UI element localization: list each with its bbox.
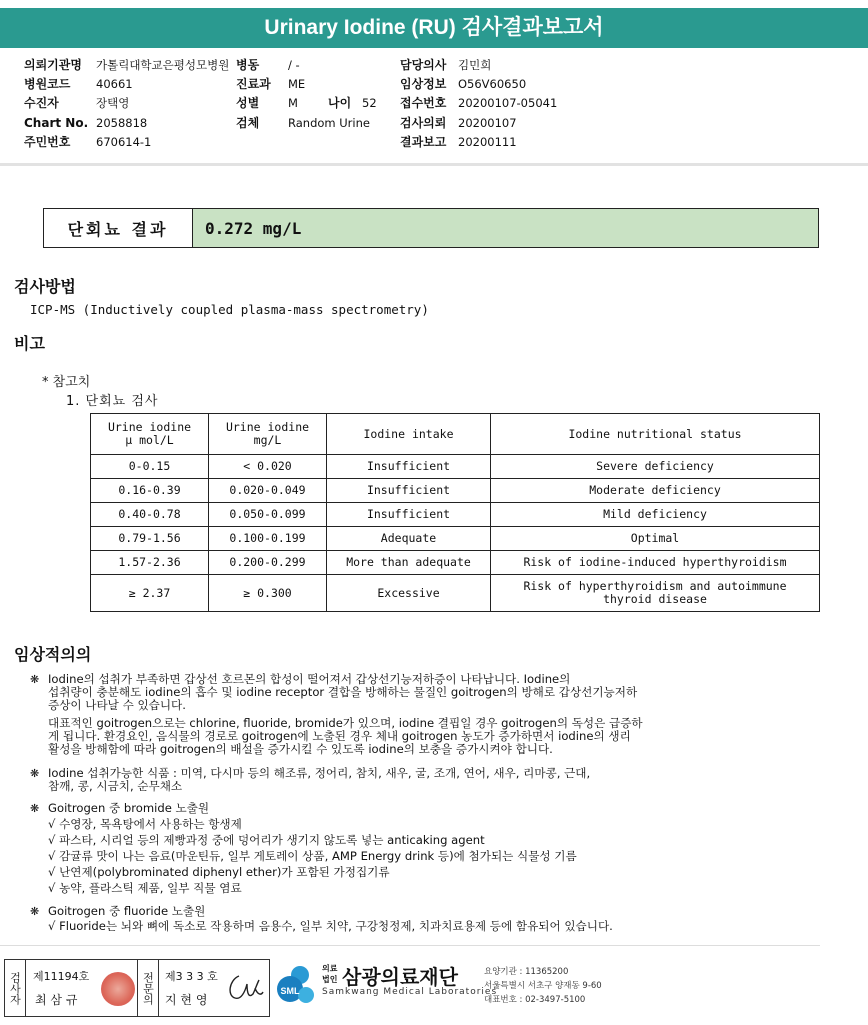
- info-value: 김민희: [458, 58, 492, 72]
- logo-text: SML: [280, 986, 300, 996]
- column-header: Urine iodine mg/L: [209, 414, 327, 455]
- age-value: 52: [362, 96, 377, 110]
- report-title: Urinary Iodine (RU) 검사결과보고서: [0, 8, 868, 48]
- table-cell: Insufficient: [327, 479, 491, 503]
- column-header: Urine iodine μ mol/L: [91, 414, 209, 455]
- tester-label: 검사자: [5, 960, 26, 1016]
- info-label: 접수번호: [400, 96, 447, 110]
- clinical-line: 활성을 방해함에 따라 goitrogen의 배설을 증가시킬 수 있도록 iodine의 보충을 증가시켜야 합니다.: [48, 742, 553, 756]
- info-value: 가톨릭대학교은평성모병원: [96, 58, 230, 72]
- clinical-line: 게 됩니다. 환경요인, 음식물의 경로로 goitrogen에 노출된 경우 체내 goitrogen 농도가 증가하면서 iodine의 생리: [48, 729, 631, 743]
- bullet-icon: ❋: [30, 905, 40, 918]
- reference-subtitle: 1. 단회뇨 검사: [66, 394, 159, 409]
- clinical-line: √ 파스타, 시리얼 등의 제빵과정 중에 덩어리가 생기지 않도록 넣는 anticaking agent: [48, 833, 485, 847]
- table-cell: 0.020-0.049: [209, 479, 327, 503]
- info-label: 주민번호: [24, 135, 71, 149]
- org-english-name: Samkwang Medical Laboratories: [322, 987, 498, 997]
- org-prefix-top: 의료: [322, 964, 338, 973]
- reference-table: [90, 413, 820, 612]
- sml-logo-icon: [274, 963, 318, 1007]
- table-cell: 1.57-2.36: [91, 551, 209, 575]
- clinical-line: √ 난연제(polybrominated diphenyl ether)가 포함된 가정집기류: [48, 865, 390, 879]
- info-label: 담당의사: [400, 58, 447, 72]
- clinical-line: 참깨, 콩, 시금치, 순무채소: [48, 779, 183, 793]
- info-label: 결과보고: [400, 135, 447, 149]
- signature-box: [4, 959, 270, 1017]
- bullet-icon: ❋: [30, 802, 40, 815]
- table-cell: More than adequate: [327, 551, 491, 575]
- table-cell: Risk of hyperthyroidism and autoimmune thyroid disease: [491, 575, 820, 612]
- org-name: 삼광의료재단: [342, 965, 458, 989]
- doctor-license: 제3 3 3 호: [165, 970, 218, 983]
- info-label: 병원코드: [24, 77, 71, 91]
- tester-name: 최 삼 규: [35, 993, 78, 1007]
- info-value: 20200111: [458, 135, 517, 149]
- bullet-icon: ❋: [30, 767, 40, 780]
- column-header: Iodine nutritional status: [491, 414, 820, 455]
- header-divider: [0, 163, 868, 166]
- info-value: O56V60650: [458, 77, 527, 91]
- table-cell: ≥ 2.37: [91, 575, 209, 612]
- table-row: [91, 527, 820, 551]
- info-label: 검체: [236, 116, 260, 130]
- clinical-line: √ 농약, 플라스틱 제품, 일부 직물 염료: [48, 881, 242, 895]
- signature-icon: [225, 970, 265, 1006]
- doctor-label: 전문의: [137, 960, 159, 1016]
- table-row: [91, 551, 820, 575]
- table-cell: Mild deficiency: [491, 503, 820, 527]
- clinical-line: Iodine의 섭취가 부족하면 갑상선 호르몬의 합성이 떨어져서 갑상선기능저하증이 나타납니다. Iodine의: [48, 672, 571, 686]
- info-label: 검사의뢰: [400, 116, 447, 130]
- clinical-line: Goitrogen 중 bromide 노출원: [48, 801, 210, 815]
- clinical-heading: 임상적의의: [14, 645, 92, 664]
- info-label: 의뢰기관명: [24, 58, 82, 72]
- info-value: M: [288, 96, 298, 110]
- info-value: 40661: [96, 77, 133, 91]
- info-value: 670614-1: [96, 135, 152, 149]
- info-value: 2058818: [96, 116, 148, 130]
- info-value: 20200107: [458, 116, 517, 130]
- table-cell: Insufficient: [327, 503, 491, 527]
- age-label: 나이: [328, 96, 352, 110]
- table-cell: 0-0.15: [91, 455, 209, 479]
- table-cell: 0.200-0.299: [209, 551, 327, 575]
- table-row: [91, 479, 820, 503]
- info-label: 병동: [236, 58, 260, 72]
- column-header: Iodine intake: [327, 414, 491, 455]
- table-row: [91, 503, 820, 527]
- org-info-address: 서울특별시 서초구 양재동 9-60: [484, 981, 602, 991]
- table-cell: 0.100-0.199: [209, 527, 327, 551]
- result-value: 0.272 mg/L: [193, 209, 818, 247]
- clinical-line: 섭취량이 충분해도 iodine의 흡수 및 iodine receptor 결합을 방해하는 물질인 goitrogen의 방해로 갑상선기능저하: [48, 685, 638, 699]
- info-label: 성별: [236, 96, 260, 110]
- org-prefix-bottom: 법인: [322, 975, 338, 984]
- clinical-line: Iodine 섭취가능한 식품 : 미역, 다시마 등의 해조류, 정어리, 참치, 새우, 굴, 조개, 연어, 새우, 리마콩, 근대,: [48, 766, 591, 780]
- clinical-line: √ 감귤류 맛이 나는 음료(마운틴듀, 일부 게토레이 상품, AMP Energy drink 등)에 첨가되는 식물성 기름: [48, 849, 577, 863]
- table-header-row: [91, 414, 820, 455]
- report-footer: [0, 957, 868, 1019]
- org-info-code: 요양기관 : 11365200: [484, 967, 569, 977]
- info-value: 20200107-05041: [458, 96, 558, 110]
- info-label: 임상정보: [400, 77, 447, 91]
- org-info-phone: 대표번호 : 02-3497-5100: [484, 995, 586, 1005]
- tester-license: 제11194호: [33, 970, 90, 983]
- clinical-line: Goitrogen 중 fluoride 노출원: [48, 904, 206, 918]
- table-cell: Risk of iodine-induced hyperthyroidism: [491, 551, 820, 575]
- info-label: 수진자: [24, 96, 59, 110]
- table-cell: Adequate: [327, 527, 491, 551]
- reference-title: * 참고치: [42, 375, 91, 390]
- method-heading: 검사방법: [14, 277, 76, 296]
- footer-divider: [0, 945, 820, 946]
- table-cell: 0.050-0.099: [209, 503, 327, 527]
- table-cell: Moderate deficiency: [491, 479, 820, 503]
- table-row: [91, 455, 820, 479]
- table-cell: 0.40-0.78: [91, 503, 209, 527]
- clinical-line: √ 수영장, 목욕탕에서 사용하는 항생제: [48, 817, 242, 831]
- table-cell: Optimal: [491, 527, 820, 551]
- method-text: ICP-MS (Inductively coupled plasma-mass spectrometry): [30, 302, 429, 317]
- table-cell: ≥ 0.300: [209, 575, 327, 612]
- info-value: / -: [288, 58, 300, 72]
- table-cell: Insufficient: [327, 455, 491, 479]
- table-cell: 0.16-0.39: [91, 479, 209, 503]
- table-cell: < 0.020: [209, 455, 327, 479]
- table-cell: Excessive: [327, 575, 491, 612]
- clinical-line: 증상이 나타날 수 있습니다.: [48, 698, 186, 712]
- seal-stamp-icon: [101, 972, 135, 1006]
- remarks-heading: 비고: [14, 334, 45, 353]
- info-value: Random Urine: [288, 116, 370, 130]
- table-cell: 0.79-1.56: [91, 527, 209, 551]
- clinical-line: √ Fluoride는 뇌와 뼈에 독소로 작용하며 음용수, 일부 치약, 구강청정제, 치과치료용제 등에 함유되어 있습니다.: [48, 919, 613, 933]
- info-value: 장택영: [96, 96, 130, 110]
- table-cell: Severe deficiency: [491, 455, 820, 479]
- info-label: Chart No.: [24, 116, 89, 130]
- info-value: ME: [288, 77, 306, 91]
- doctor-name: 지 현 영: [165, 993, 208, 1007]
- info-label: 진료과: [236, 77, 271, 91]
- bullet-icon: ❋: [30, 673, 40, 686]
- result-box: [43, 208, 819, 248]
- clinical-line: 대표적인 goitrogen으로는 chlorine, fluoride, bromide가 있으며, iodine 결핍일 경우 goitrogen의 독성은 급증하: [48, 716, 643, 730]
- result-label: 단회뇨 결과: [44, 209, 193, 247]
- table-row: [91, 575, 820, 612]
